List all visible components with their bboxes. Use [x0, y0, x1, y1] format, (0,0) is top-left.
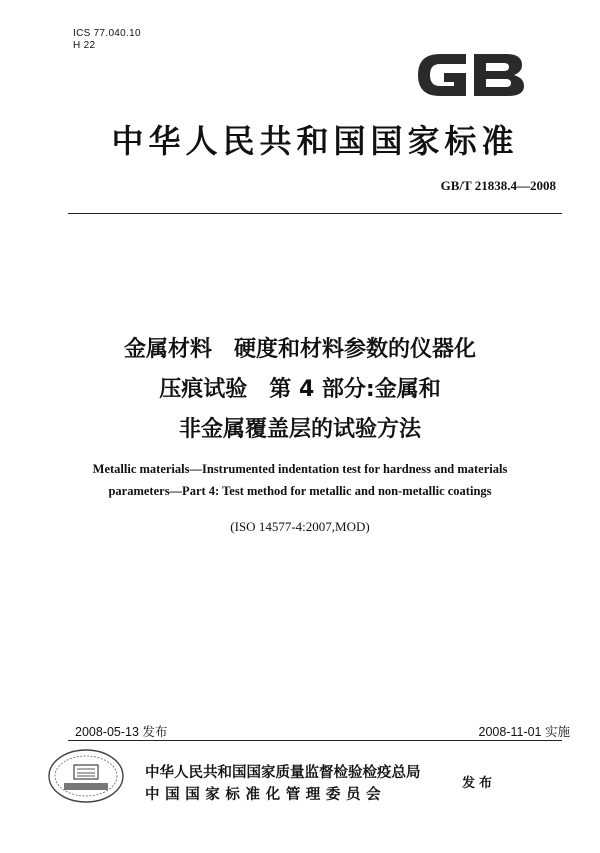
iso-reference: (ISO 14577-4:2007,MOD) [230, 519, 370, 534]
implementation-date: 2008-11-01 实施 [478, 725, 570, 739]
issuing-authorities [145, 762, 421, 806]
issue-date: 2008-05-13 发布 [75, 725, 168, 739]
chinese-title-line: 压痕试验 第 4 部分:金属和 [159, 377, 441, 402]
ics-code: ICS 77.040.10 [73, 28, 141, 39]
standard-type-title: 中华人民共和国国家标准 [111, 122, 519, 160]
english-title-line: Metallic materials—Instrumented indentation test for hardness and materials [92, 462, 508, 476]
issuer-aqsiq: 中华人民共和国国家质量监督检验检疫总局 [145, 765, 421, 781]
bottom-divider [68, 740, 562, 741]
top-divider [68, 213, 562, 214]
english-title [40, 458, 560, 502]
classification-codes [73, 28, 141, 52]
gb-logo [410, 40, 532, 110]
chinese-title-line: 金属材料 硬度和材料参数的仪器化 [123, 337, 476, 362]
chinese-title-line: 非金属覆盖层的试验方法 [178, 417, 421, 442]
english-title-line: parameters—Part 4: Test method for metallic and non-metallic coatings [108, 484, 492, 498]
issuer-sac: 中国国家标准化管理委员会 [145, 787, 387, 803]
ccs-code: H 22 [73, 40, 96, 51]
standard-code: GB/T 21838.4—2008 [440, 178, 556, 193]
seal-icon [46, 747, 126, 805]
chinese-title [40, 330, 560, 450]
publish-label: 发布 [462, 776, 497, 791]
